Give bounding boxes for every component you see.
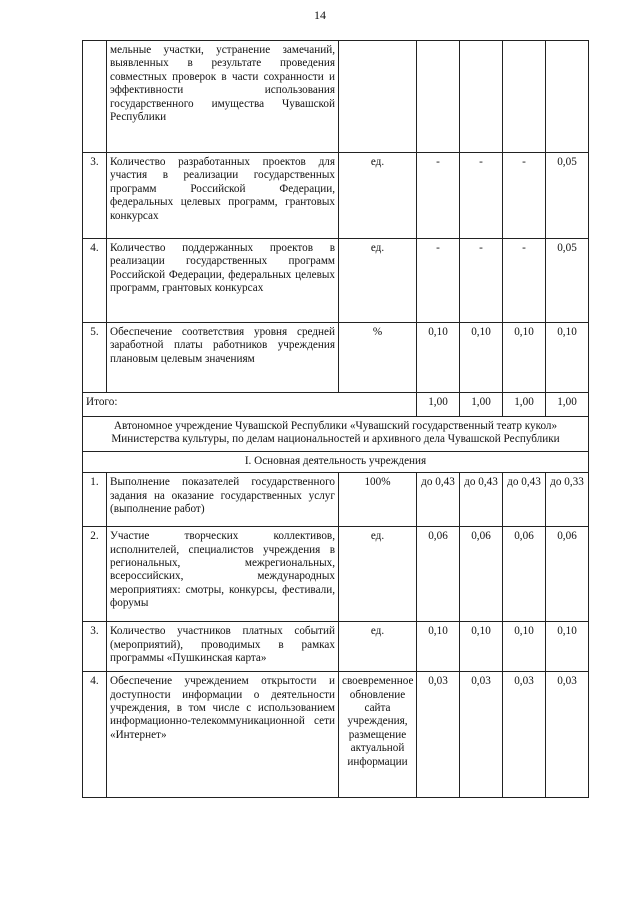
indicators-table [82, 40, 589, 798]
indicator-value: 0,05 [546, 153, 589, 239]
indicator-description: Участие творческих коллективов, исполнителей, специалистов учреждения в региональных, межрегиональных, всероссийских, международных мероприятиях: смотры, конкурсы, фестивали, форумы [107, 527, 339, 622]
indicator-value: - [417, 153, 460, 239]
row-number: 2. [83, 527, 107, 622]
total-value: 1,00 [546, 393, 589, 417]
indicator-value: - [460, 153, 503, 239]
indicator-description: Количество участников платных событий (мероприятий), проводимых в рамках программы «Пушкинская карта» [107, 622, 339, 672]
table-row [83, 153, 589, 239]
indicator-description: Количество поддержанных проектов в реализации государственных программ Российской Федерации, федеральных целевых программ, грантовых конкурсах [107, 239, 339, 323]
indicator-value: 0,10 [546, 323, 589, 393]
indicator-value: 0,06 [417, 527, 460, 622]
row-number: 3. [83, 153, 107, 239]
row-number: 5. [83, 323, 107, 393]
indicator-description: Выполнение показателей государственного задания на оказание государственных услуг (выполнение работ) [107, 473, 339, 527]
table-row [83, 473, 589, 527]
indicator-value: - [460, 239, 503, 323]
indicator-value: 0,03 [546, 672, 589, 798]
indicator-value: до 0,43 [417, 473, 460, 527]
row-number [83, 41, 107, 153]
indicator-value: 0,10 [460, 323, 503, 393]
total-row [83, 393, 589, 417]
indicator-value: 0,10 [503, 622, 546, 672]
table-row [83, 672, 589, 798]
unit-of-measure: 100% [339, 473, 417, 527]
indicator-value: 0,10 [546, 622, 589, 672]
indicator-description: мельные участки, устранение замечаний, выявленных в результате проведения совместных проверок в части сохранности и эффективности использования государственного имущества Чувашской Республики [107, 41, 339, 153]
row-number: 3. [83, 622, 107, 672]
total-value: 1,00 [460, 393, 503, 417]
total-value: 1,00 [417, 393, 460, 417]
indicator-value: 0,03 [417, 672, 460, 798]
indicator-value: 0,06 [460, 527, 503, 622]
section-row [83, 451, 589, 472]
table-row [83, 239, 589, 323]
table-row [83, 323, 589, 393]
indicator-value: - [503, 153, 546, 239]
indicator-value: до 0,43 [503, 473, 546, 527]
table-row [83, 622, 589, 672]
indicator-description: Количество разработанных проектов для участия в реализации государственных программ Российской Федерации, федеральных целевых программ, грантовых конкурсах [107, 153, 339, 239]
indicator-value: 0,10 [460, 622, 503, 672]
unit-of-measure: ед. [339, 527, 417, 622]
indicator-value: - [417, 239, 460, 323]
total-label: Итого: [83, 393, 417, 417]
indicator-value: 0,10 [417, 622, 460, 672]
unit-of-measure: своевременное обновление сайта учреждения, размещение актуальной информации [339, 672, 417, 798]
indicator-value: - [503, 239, 546, 323]
table-row [83, 527, 589, 622]
indicator-value: 0,06 [503, 527, 546, 622]
total-value: 1,00 [503, 393, 546, 417]
indicator-value: 0,10 [417, 323, 460, 393]
indicator-description: Обеспечение соответствия уровня средней заработной платы работников учреждения плановым целевым значениям [107, 323, 339, 393]
indicator-value: 0,10 [503, 323, 546, 393]
indicator-value: 0,05 [546, 239, 589, 323]
unit-of-measure: % [339, 323, 417, 393]
section-title: I. Основная деятельность учреждения [83, 451, 589, 472]
organization-name: Автономное учреждение Чувашской Республики «Чувашский государственный театр кукол» Министерства культуры, по делам национальностей и архивного дела Чувашской Республики [83, 417, 589, 452]
indicator-value: до 0,43 [460, 473, 503, 527]
indicator-description: Обеспечение учреждением открытости и доступности информации о деятельности учреждения, в том числе с использованием информационно-телекоммуникационной сети «Интернет» [107, 672, 339, 798]
unit-of-measure: ед. [339, 239, 417, 323]
indicator-value: 0,03 [503, 672, 546, 798]
unit-of-measure: ед. [339, 153, 417, 239]
table-row [83, 41, 589, 153]
row-number: 4. [83, 672, 107, 798]
row-number: 1. [83, 473, 107, 527]
indicator-value: до 0,33 [546, 473, 589, 527]
indicator-value: 0,03 [460, 672, 503, 798]
organization-row [83, 417, 589, 452]
row-number: 4. [83, 239, 107, 323]
page-number: 14 [314, 8, 326, 22]
unit-of-measure: ед. [339, 622, 417, 672]
indicator-value: 0,06 [546, 527, 589, 622]
